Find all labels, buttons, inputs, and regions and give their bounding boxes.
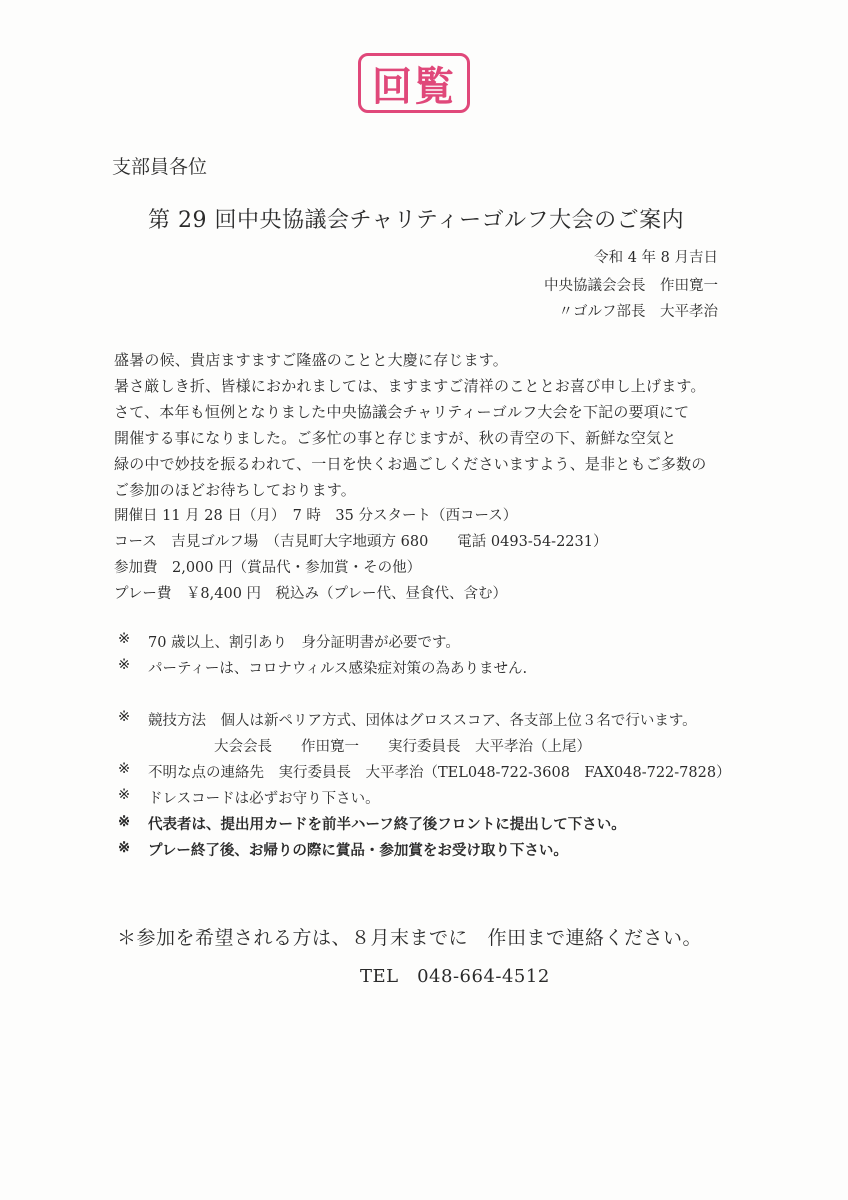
note-mark: ※ bbox=[118, 761, 131, 777]
note-representative: 代表者は、提出用カードを前半ハーフ終了後フロントに提出して下さい。 bbox=[148, 816, 626, 833]
note-mark: ※ bbox=[118, 813, 131, 830]
event-date: 開催日 11 月 28 日（月） 7 時 35 分スタート（西コース） bbox=[114, 508, 518, 524]
document-title: 第 29 回中央協議会チャリティーゴルフ大会のご案内 bbox=[148, 208, 685, 233]
note-officers: 大会会長 作田寛一 実行委員長 大平孝治（上尾） bbox=[214, 739, 591, 755]
note-competition-method: 競技方法 個人は新ペリア方式、団体はグロススコア、各支部上位３名で行います。 bbox=[148, 713, 697, 729]
note-mark: ※ bbox=[118, 709, 131, 725]
greeting-line-3: さて、本年も恒例となりました中央協議会チャリティーゴルフ大会を下記の要項にて bbox=[114, 403, 690, 421]
greeting-line-5: 緑の中で妙技を振るわれて、一日を快くお過ごしくださいますよう、是非ともご多数の bbox=[114, 455, 707, 473]
entry-fee: 参加費 2,000 円（賞品代・参加賞・その他） bbox=[114, 560, 422, 576]
greeting-line-6: ご参加のほどお待ちしております。 bbox=[114, 481, 357, 499]
circulation-stamp: 回覧 bbox=[358, 53, 470, 113]
note-prizes: プレー終了後、お帰りの際に賞品・参加賞をお受け取り下さい。 bbox=[148, 842, 568, 859]
note-dress-code: ドレスコードは必ずお守り下さい。 bbox=[148, 791, 380, 807]
greeting-line-4: 開催する事になりました。ご多忙の事と存じますが、秋の青空の下、新鮮な空気と bbox=[114, 429, 677, 447]
sender-golf-director: 〃ゴルフ部長 大平孝治 bbox=[558, 304, 718, 320]
sender-chairman: 中央協議会会長 作田寛一 bbox=[544, 278, 718, 294]
play-fee: プレー費 ￥8,400 円 税込み（プレー代、昼食代、含む） bbox=[114, 586, 507, 602]
participation-request: ＊参加を希望される方は、８月末までに 作田まで連絡ください。 bbox=[117, 927, 703, 949]
note-mark: ※ bbox=[118, 787, 131, 803]
event-course: コース 吉見ゴルフ場 （吉見町大字地頭方 680 電話 0493-54-2231） bbox=[114, 534, 608, 550]
note-mark: ※ bbox=[118, 631, 131, 647]
addressee: 支部員各位 bbox=[112, 156, 208, 178]
note-no-party: パーティーは、コロナウィルス感染症対策の為ありません. bbox=[148, 661, 528, 677]
contact-tel: TEL 048-664-4512 bbox=[360, 966, 550, 987]
greeting-line-1: 盛暑の候、貴店ますますご隆盛のことと大慶に存じます。 bbox=[114, 351, 509, 369]
greeting-line-2: 暑さ厳しき折、皆様におかれましては、ますますご清祥のこととお喜び申し上げます。 bbox=[114, 377, 706, 395]
note-contact: 不明な点の連絡先 実行委員長 大平孝治（TEL048-722-3608 FAX048-722-7828） bbox=[148, 765, 731, 781]
note-senior-discount: 70 歳以上、割引あり 身分証明書が必要です。 bbox=[148, 635, 460, 651]
issue-date: 令和 4 年 8 月吉日 bbox=[594, 250, 718, 266]
note-mark: ※ bbox=[118, 839, 131, 856]
note-mark: ※ bbox=[118, 657, 131, 673]
